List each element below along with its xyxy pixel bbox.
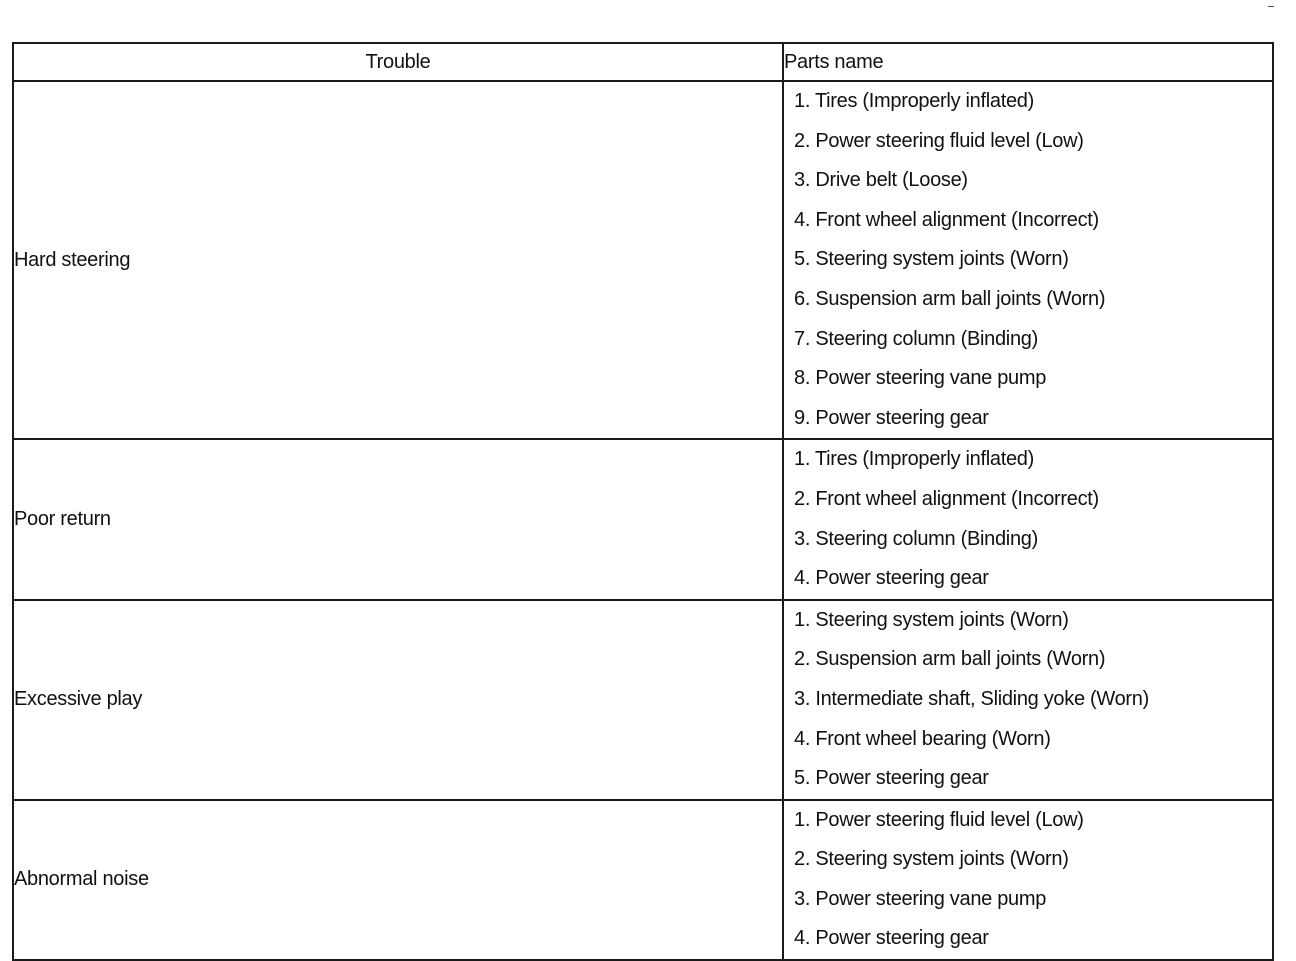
parts-list-item: 2. Suspension arm ball joints (Worn) xyxy=(794,648,1106,671)
parts-list-item: 4. Front wheel bearing (Worn) xyxy=(794,727,1051,750)
parts-list-item: 1. Power steering fluid level (Low) xyxy=(794,808,1084,831)
parts-list-item: 2. Steering system joints (Worn) xyxy=(794,848,1069,871)
table-row xyxy=(13,800,1273,960)
parts-list-item: 3. Intermediate shaft, Sliding yoke (Worn) xyxy=(794,687,1149,710)
parts-list xyxy=(784,82,1272,438)
parts-list-item: 2. Front wheel alignment (Incorrect) xyxy=(794,487,1099,510)
parts-list-item: 3. Drive belt (Loose) xyxy=(794,169,968,192)
parts-list-item: 7. Steering column (Binding) xyxy=(794,327,1038,350)
parts-list-item: 4. Power steering gear xyxy=(794,927,989,950)
parts-list-item: 1. Tires (Improperly inflated) xyxy=(794,90,1034,112)
parts-list-item: 5. Power steering gear xyxy=(794,767,989,790)
parts-list-item: 8. Power steering vane pump xyxy=(794,367,1047,390)
table-body xyxy=(13,81,1273,960)
parts-list-item: 3. Power steering vane pump xyxy=(794,887,1047,910)
table-row xyxy=(13,600,1273,800)
trouble-table xyxy=(12,42,1274,961)
table-row xyxy=(13,81,1273,439)
parts-list-item: 1. Steering system joints (Worn) xyxy=(794,608,1069,631)
parts-list-item: 1. Tires (Improperly inflated) xyxy=(794,448,1034,471)
corner-mark xyxy=(1268,6,1274,7)
parts-list-item: 5. Steering system joints (Worn) xyxy=(794,248,1069,271)
parts-list-item: 9. Power steering gear xyxy=(794,406,989,429)
parts-list-item: 4. Front wheel alignment (Incorrect) xyxy=(794,208,1099,231)
parts-list xyxy=(784,601,1272,799)
trouble-cell: Abnormal noise xyxy=(13,800,783,960)
parts-list-item: 4. Power steering gear xyxy=(794,567,989,590)
parts-cell xyxy=(783,600,1273,800)
table-header xyxy=(13,43,1273,81)
document-sheet xyxy=(12,42,1274,948)
parts-list-item: 6. Suspension arm ball joints (Worn) xyxy=(794,287,1106,310)
parts-list xyxy=(784,440,1272,598)
header-row xyxy=(13,43,1273,81)
parts-cell xyxy=(783,800,1273,960)
parts-cell xyxy=(783,439,1273,599)
trouble-cell: Poor return xyxy=(13,439,783,599)
trouble-cell: Hard steering xyxy=(13,81,783,439)
parts-list xyxy=(784,801,1272,959)
parts-list-item: 3. Steering column (Binding) xyxy=(794,527,1038,550)
parts-list-item: 2. Power steering fluid level (Low) xyxy=(794,129,1084,152)
header-parts-name: Parts name xyxy=(783,43,1273,81)
table-row xyxy=(13,439,1273,599)
header-trouble: Trouble xyxy=(13,43,783,81)
parts-cell xyxy=(783,81,1273,439)
trouble-cell: Excessive play xyxy=(13,600,783,800)
